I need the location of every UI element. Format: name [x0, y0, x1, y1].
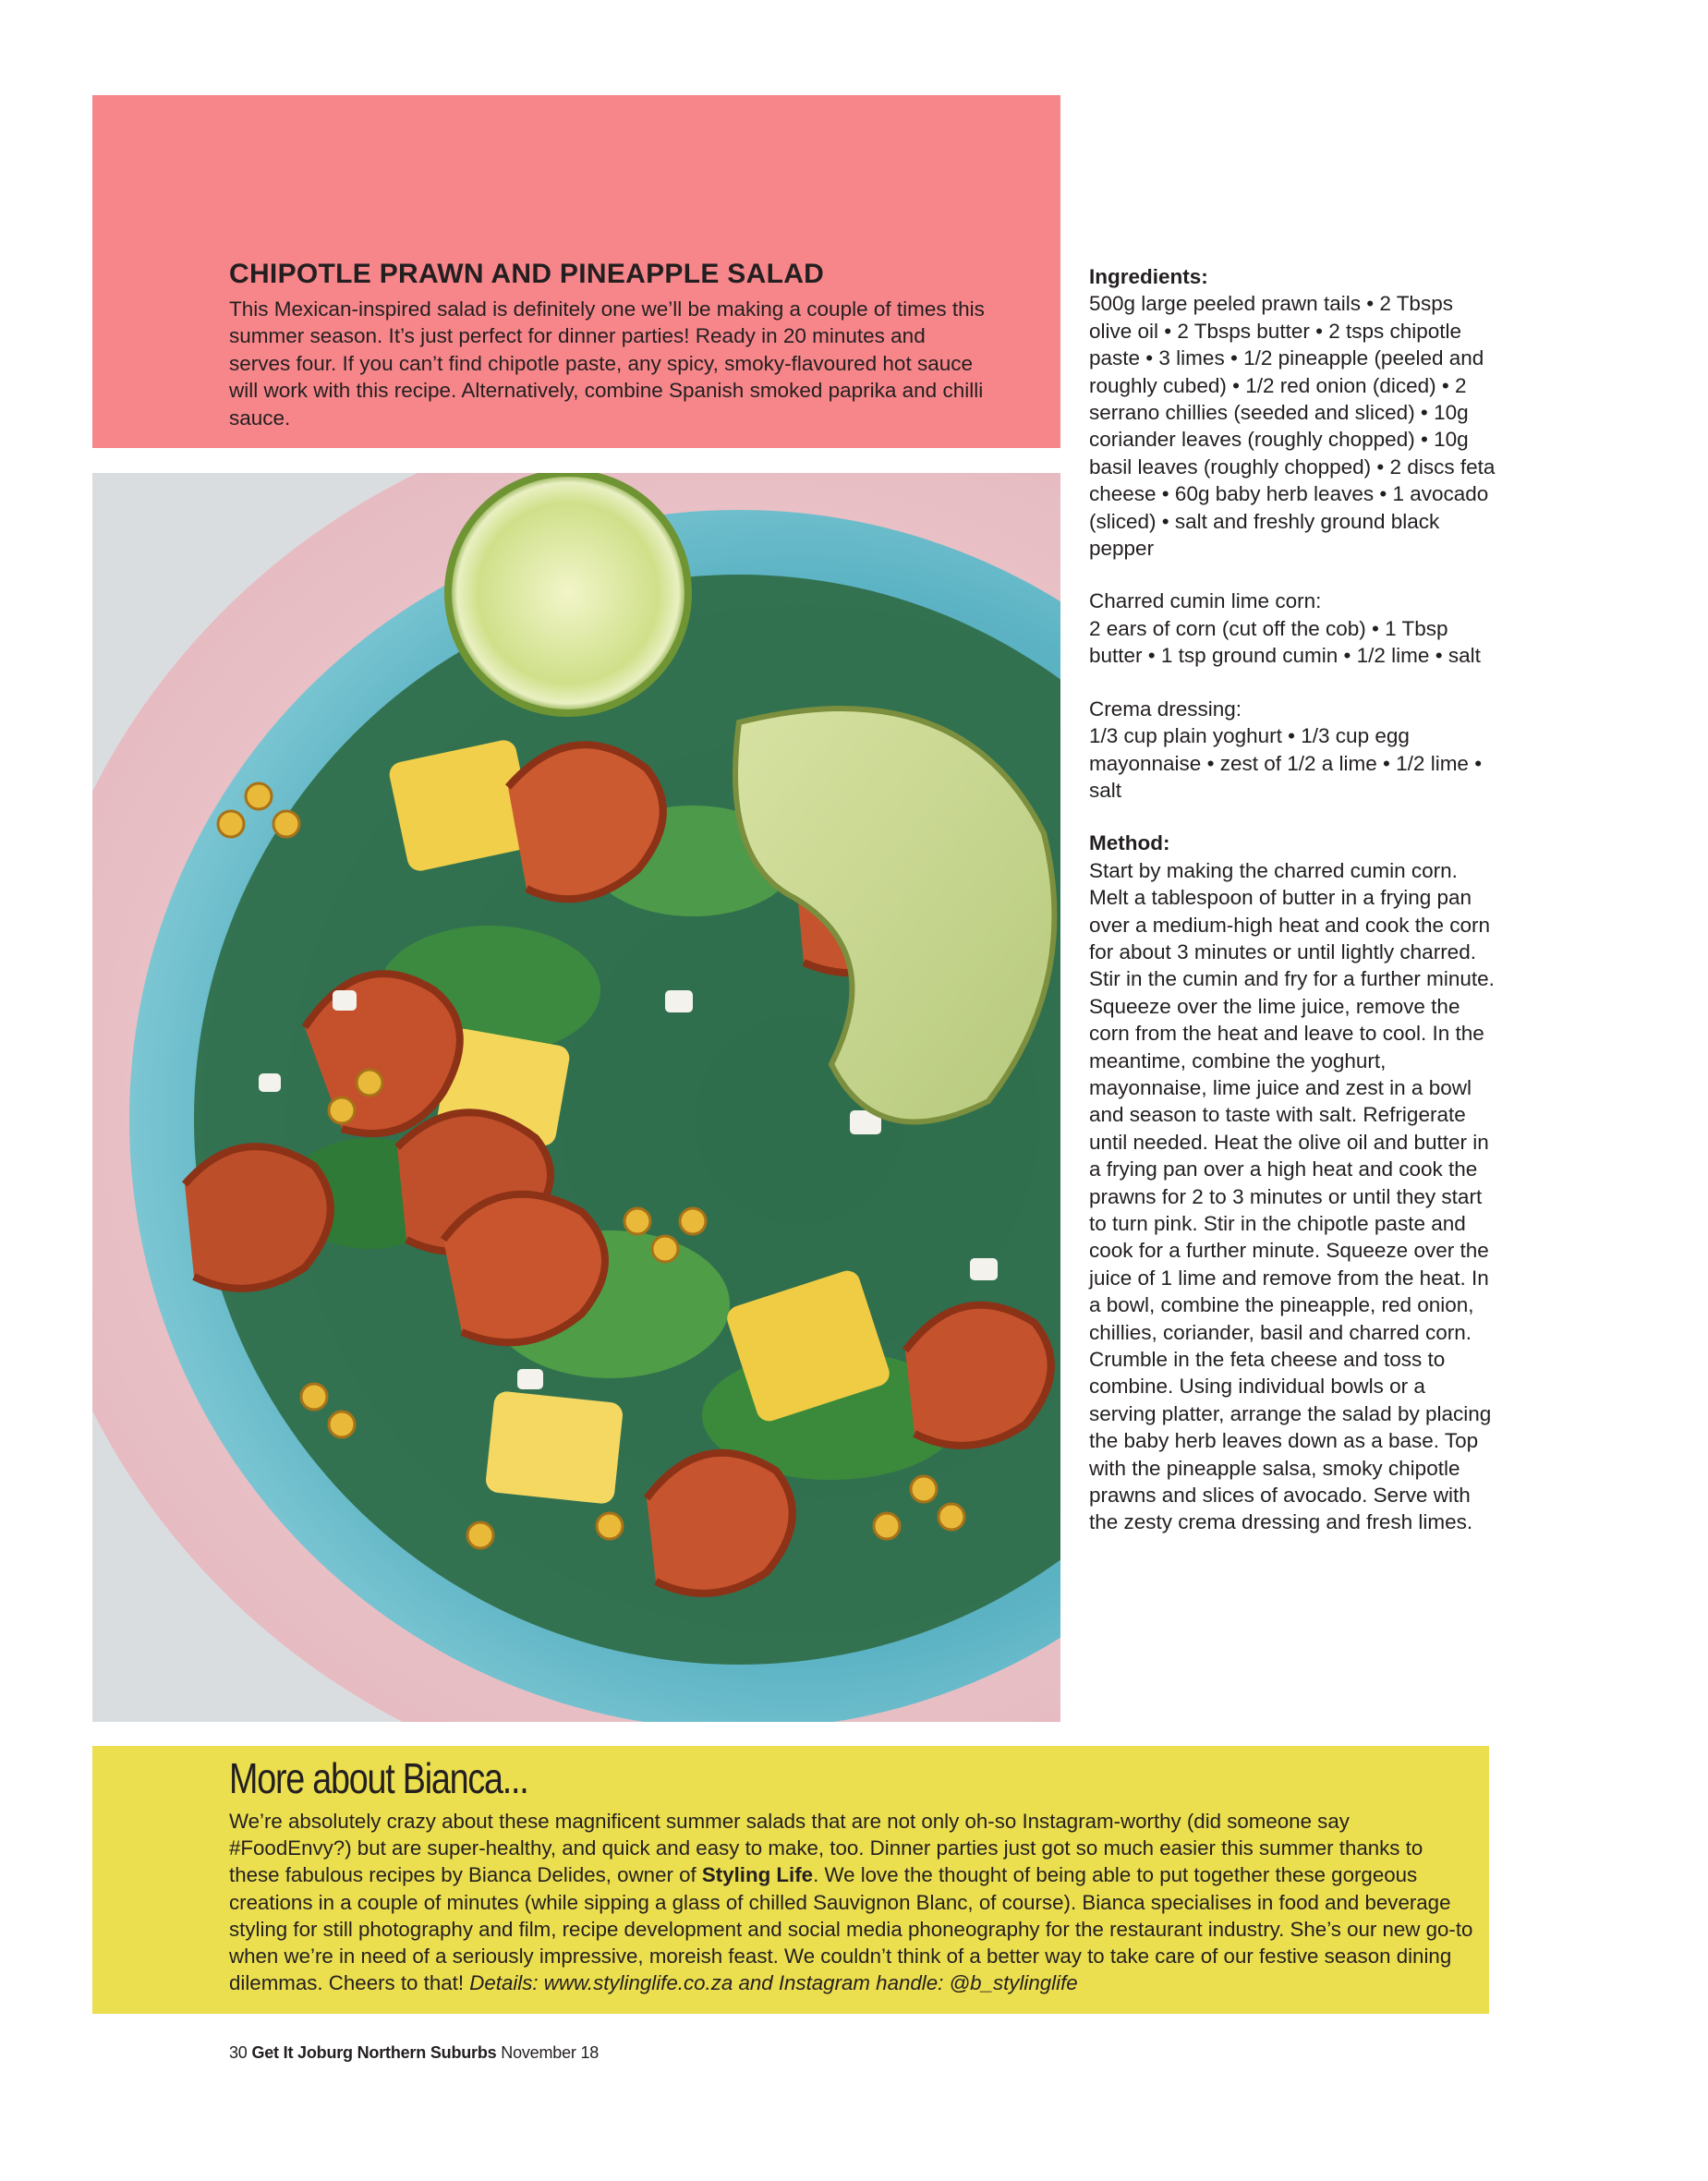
page-footer — [229, 2043, 599, 2063]
corn-heading: Charred cumin lime corn: — [1089, 589, 1322, 613]
brand-name: Styling Life — [701, 1863, 814, 1887]
issue-date: November 18 — [501, 2043, 600, 2062]
salad-photo — [92, 473, 1060, 1722]
ingredients-heading: Ingredients: — [1089, 265, 1208, 288]
bio-text-intro: We’re absolutely crazy about these magnificent summer salads that are not only oh-so Instagram-worthy (did someone say #FoodEnvy?) but are super-healthy, and quick and easy to make, too. Dinner parties just got so much easier this summer thanks to these fabulous recipes by Bianca Delides, owner of — [229, 1810, 1423, 1887]
method-heading: Method: — [1089, 831, 1170, 855]
corn-ingredients: 2 ears of corn (cut off the cob) • 1 Tbsp butter • 1 tsp ground cumin • 1/2 lime • salt — [1089, 616, 1481, 668]
salad-illustration — [92, 473, 1060, 1722]
bio-text-body: . We love the thought of being able to put together these gorgeous creations in a couple of minutes (while sipping a glass of chilled Sauvignon Blanc, of course). Bianca specialises in food and beverage styling for still photography and film, recipe development and social media phoneography for the restaurant industry. She’s our new go-to when we’re in need of a seriously impressive, moreish feast. We couldn’t think of a better way to take care of our festive season dining dilemmas. Cheers to that! — [229, 1863, 1473, 1995]
bio-details: Details: www.stylinglife.co.za and Instagram handle: @b_stylinglife — [469, 1971, 1078, 1995]
page-number: 30 — [229, 2043, 248, 2062]
recipe-details — [1089, 263, 1496, 1536]
recipe-intro: This Mexican-inspired salad is definitely one we’ll be making a couple of times this summer season. It’s just perfect for dinner parties! Ready in 20 minutes and serves four. If you can’t find chipotle paste, any spicy, smoky-flavoured hot sauce will work with this recipe. Alternatively, combine Spanish smoked paprika and chilli sauce. — [229, 297, 985, 430]
ingredients-list: 500g large peeled prawn tails • 2 Tbsps olive oil • 2 Tbsps butter • 2 tsps chipotle paste • 3 limes • 1/2 pineapple (peeled and roughly cubed) • 1/2 red onion (diced) • 2 serrano chillies (seeded and sliced) • 10g coriander leaves (roughly chopped) • 10g basil leaves (roughly chopped) • 2 discs feta cheese • 60g baby herb leaves • 1 avocado (sliced) • salt and freshly ground black pepper — [1089, 292, 1496, 561]
crema-ingredients: 1/3 cup plain yoghurt • 1/3 cup egg mayonnaise • zest of 1/2 a lime • 1/2 lime • salt — [1089, 724, 1483, 802]
bio-text — [229, 1808, 1476, 1996]
recipe-title: CHIPOTLE PRAWN AND PINEAPPLE SALAD — [229, 259, 825, 289]
method-text: Start by making the charred cumin corn. Melt a tablespoon of butter in a frying pan over a medium-high heat and cook the corn for about 3 minutes or until lightly charred. Stir in the cumin and fry for a further minute. Squeeze over the lime juice, remove the corn from the heat and leave to cool. In the meantime, combine the yoghurt, mayonnaise, lime juice and zest in a bowl and season to taste with salt. Refrigerate until needed. Heat the olive oil and butter in a frying pan over a high heat and cook the prawns for 2 to 3 minutes or until they start to turn pink. Stir in the chipotle paste and cook for a further minute. Squeeze over the juice of 1 lime and remove from the heat. In a bowl, combine the pineapple, red onion, chillies, coriander, basil and charred corn. Crumble in the feta cheese and toss to combine. Using individual bowls or a serving platter, arrange the salad by placing the baby herb leaves down as a base. Top with the pineapple salsa, smoky chipotle prawns and slices of avocado. Serve with the zesty crema dressing and fresh limes. — [1089, 858, 1495, 1534]
magazine-name: Get It Joburg Northern Suburbs — [251, 2043, 497, 2062]
bio-title: More about Bianca... — [229, 1754, 528, 1802]
crema-heading: Crema dressing: — [1089, 697, 1242, 721]
